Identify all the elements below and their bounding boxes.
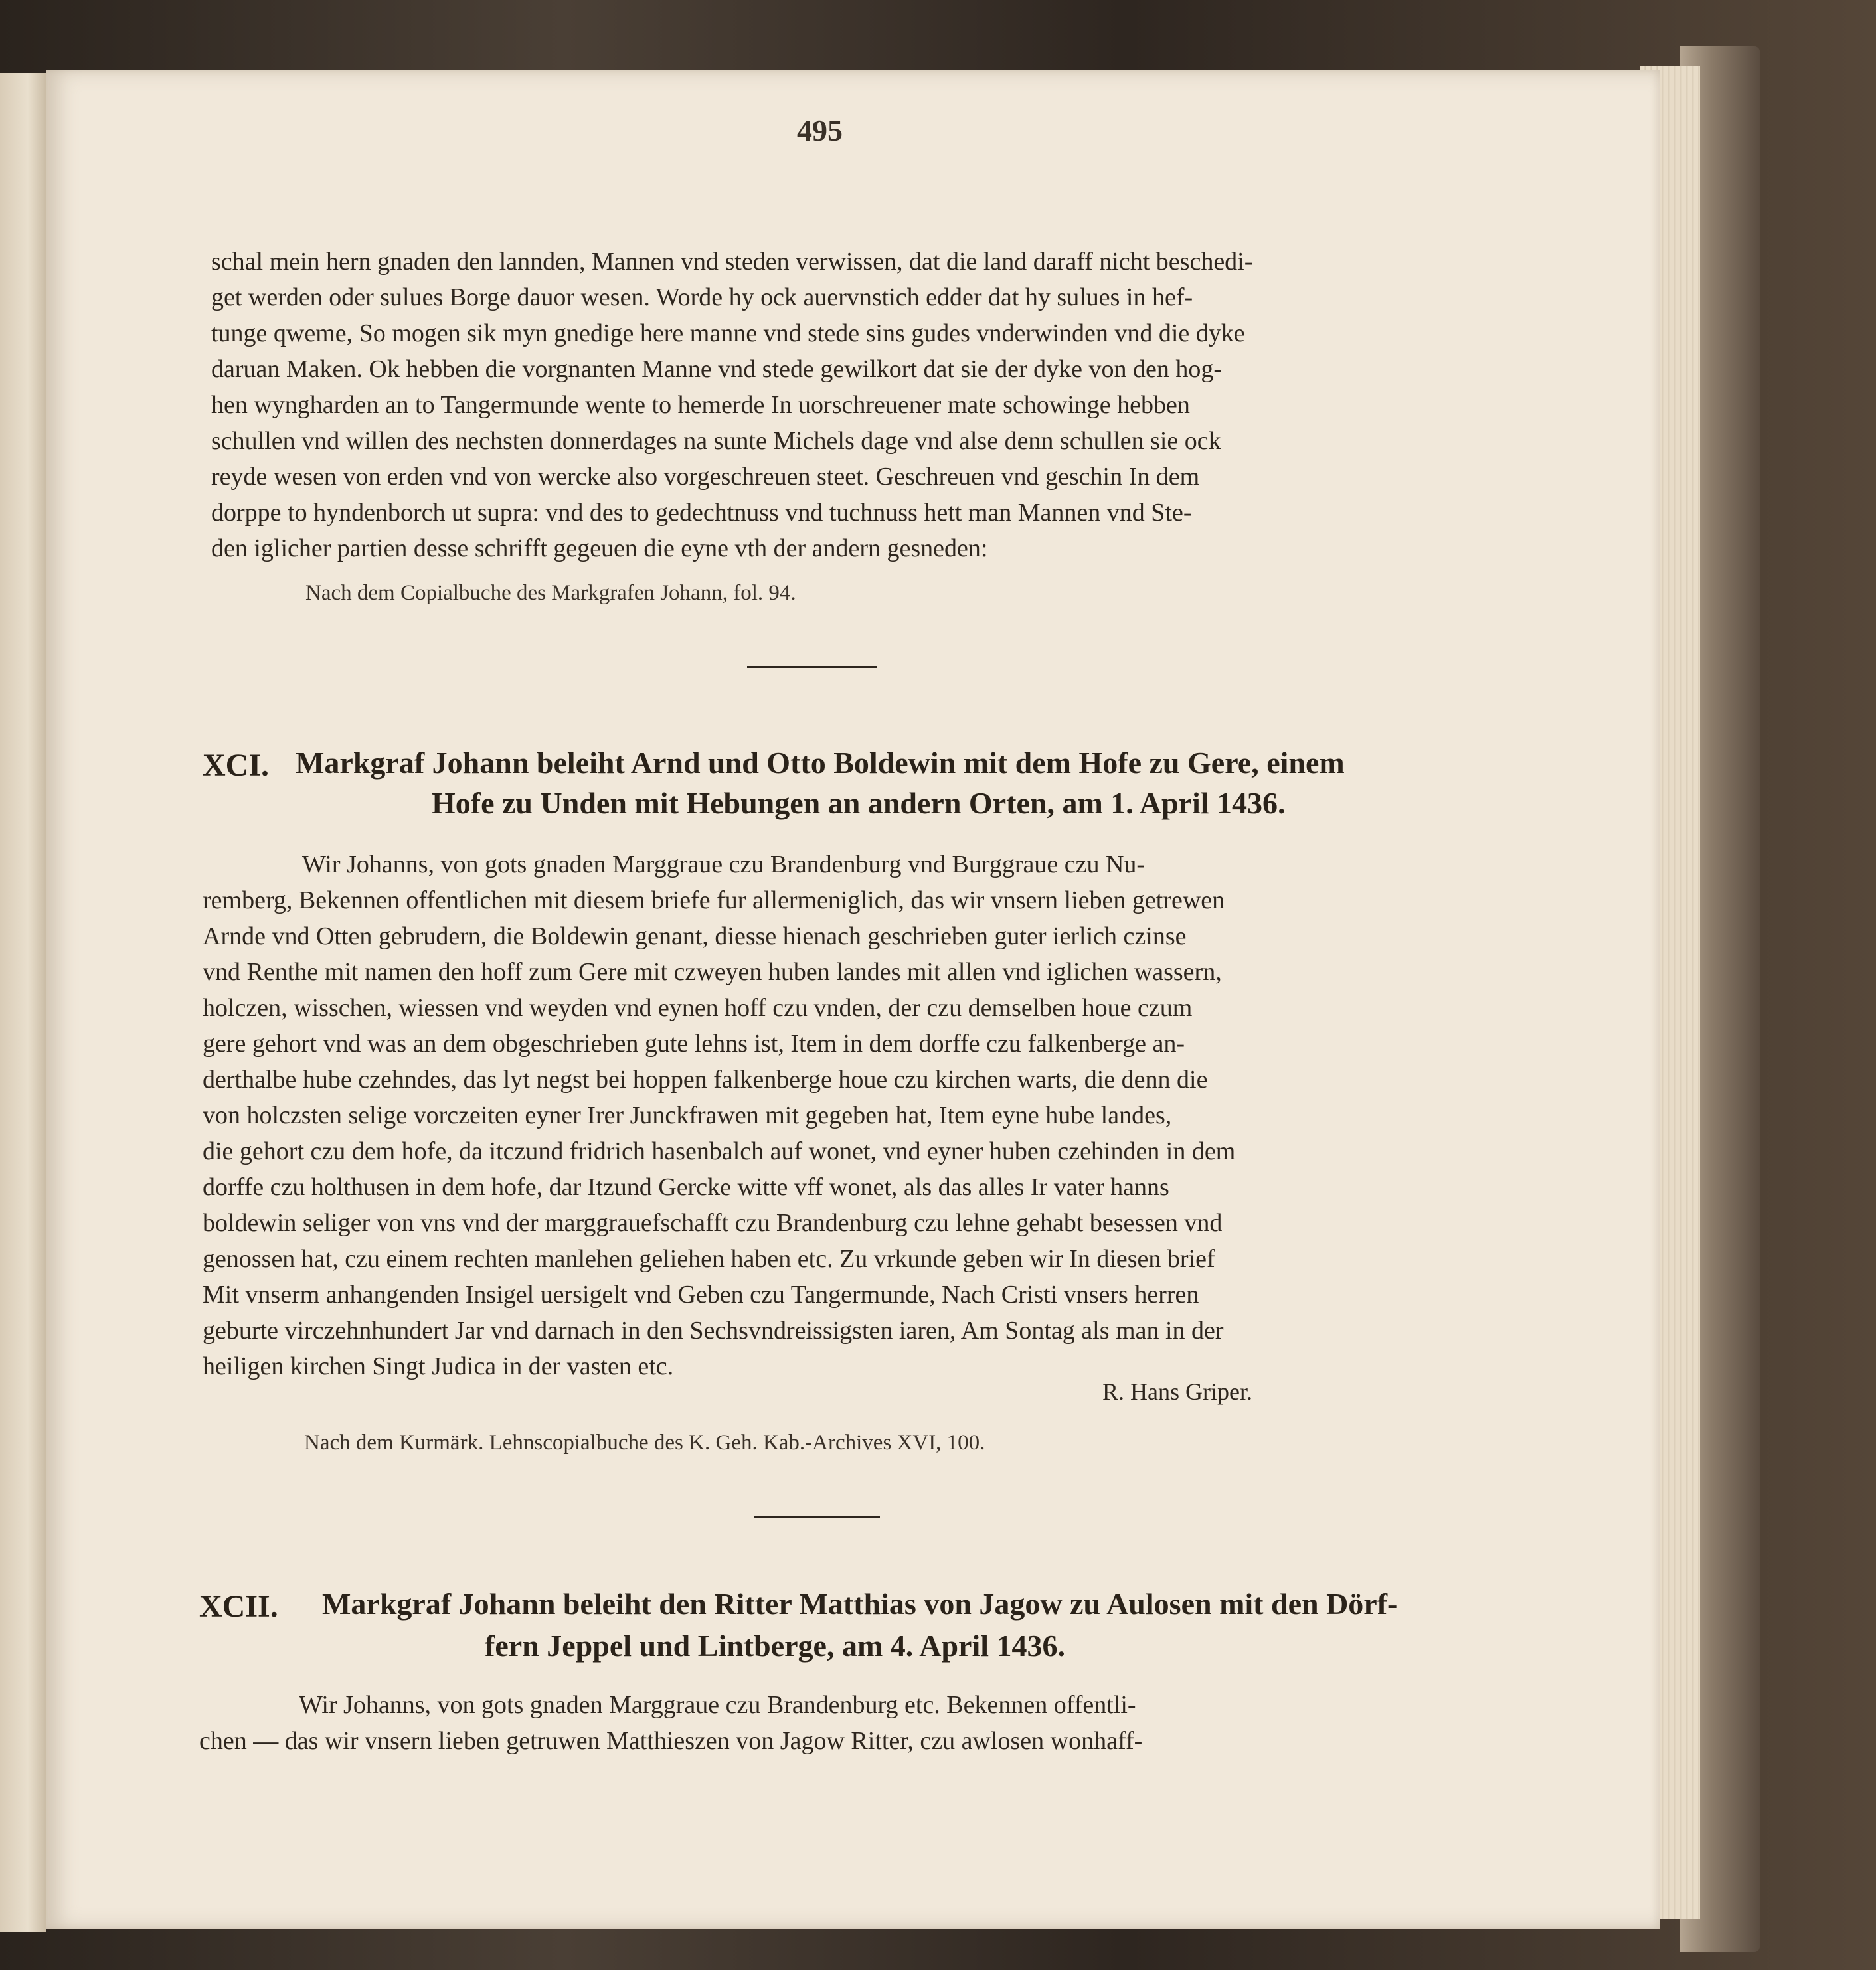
body-line: chen — das wir vnsern lieben getruwen Matthieszen von Jagow Ritter, czu awlosen wonhaff- xyxy=(199,1727,1143,1755)
section-divider xyxy=(747,666,877,668)
section-divider xyxy=(754,1516,880,1518)
body-line: derthalbe hube czehndes, das lyt negst bei hoppen falkenberge houe czu kirchen warts, die denn die xyxy=(203,1066,1208,1094)
body-line: Arnde vnd Otten gebrudern, die Boldewin genant, diesse hienach geschrieben guter ierlich czinse xyxy=(203,922,1187,950)
body-line: get werden oder sulues Borge dauor wesen. Worde hy ock auervnstich edder dat hy sulues in hef- xyxy=(211,284,1193,311)
section-numeral: XCII. xyxy=(199,1589,278,1624)
body-line: dorppe to hyndenborch ut supra: vnd des to gedechtnuss vnd tuchnuss hett man Mannen vnd Ste- xyxy=(211,499,1192,527)
section-heading: fern Jeppel und Lintberge, am 4. April 1436. xyxy=(485,1629,1066,1663)
body-line: Mit vnserm anhangenden Insigel uersigelt vnd Geben czu Tangermunde, Nach Cristi vnsers herren xyxy=(203,1281,1199,1309)
source-note: Nach dem Copialbuche des Markgrafen Johann, fol. 94. xyxy=(305,581,796,605)
body-line: Wir Johanns, von gots gnaden Marggraue czu Brandenburg vnd Burggraue czu Nu- xyxy=(302,851,1146,878)
section-heading: Markgraf Johann beleiht den Ritter Matthias von Jagow zu Aulosen mit den Dörf- xyxy=(322,1587,1398,1621)
body-line: heiligen kirchen Singt Judica in der vasten etc. xyxy=(203,1353,674,1380)
body-line: gere gehort vnd was an dem obgeschrieben gute lehns ist, Item in dem dorffe czu falkenberge an- xyxy=(203,1030,1185,1058)
source-note: Nach dem Kurmärk. Lehnscopialbuche des K. Geh. Kab.-Archives XVI, 100. xyxy=(304,1431,985,1455)
body-line: die gehort czu dem hofe, da itczund fridrich hasenbalch auf wonet, vnd eyner huben czehinden in dem xyxy=(203,1137,1236,1165)
body-line: tunge qweme, So mogen sik myn gnedige here manne vnd stede sins gudes vnderwinden vnd die dyke xyxy=(211,319,1245,347)
body-line: hen wyngharden an to Tangermunde wente to hemerde In uorschreuener mate schowinge hebben xyxy=(211,391,1190,419)
body-line: reyde wesen von erden vnd von wercke also vorgeschreuen steet. Geschreuen vnd geschin In dem xyxy=(211,463,1200,491)
body-line: holczen, wisschen, wiessen vnd weyden vnd eynen hoff czu vnden, der czu demselben houe czum xyxy=(203,994,1193,1022)
left-page-edge xyxy=(0,73,46,1932)
body-line: remberg, Bekennen offentlichen mit diesem briefe fur allermeniglich, das wir vnsern lieben getrewen xyxy=(203,886,1225,914)
body-line: vnd Renthe mit namen den hoff zum Gere mit czweyen huben landes mit allen vnd iglichen wassern, xyxy=(203,958,1222,986)
section-numeral: XCI. xyxy=(203,748,270,783)
body-line: schal mein hern gnaden den lannden, Mannen vnd steden verwissen, dat die land daraff nicht beschedi- xyxy=(211,248,1253,276)
body-line: von holczsten selige vorczeiten eyner Irer Junckfrawen mit gegeben hat, Item eyne hube landes, xyxy=(203,1102,1172,1129)
body-line: dorffe czu holthusen in dem hofe, dar Itzund Gercke witte vff wonet, als das alles Ir vater hanns xyxy=(203,1173,1169,1201)
body-line: Wir Johanns, von gots gnaden Marggraue czu Brandenburg etc. Bekennen offentli- xyxy=(299,1691,1136,1719)
body-line: daruan Maken. Ok hebben die vorgnanten Manne vnd stede gewilkort dat sie der dyke von den hog- xyxy=(211,355,1223,383)
body-line: geburte virczehnhundert Jar vnd darnach in den Sechsvndreissigsten iaren, Am Sontag als man in der xyxy=(203,1317,1224,1345)
section-heading: Markgraf Johann beleiht Arnd und Otto Boldewin mit dem Hofe zu Gere, einem xyxy=(296,746,1345,780)
section-heading: Hofe zu Unden mit Hebungen an andern Orten, am 1. April 1436. xyxy=(432,786,1286,820)
body-line: boldewin seliger von vns vnd der marggrauefschafft czu Brandenburg czu lehne gehabt besessen vnd xyxy=(203,1209,1223,1237)
page-number: 495 xyxy=(797,114,843,147)
body-line: den iglicher partien desse schrifft gegeuen die eyne vth der andern gesneden: xyxy=(211,534,988,562)
body-line: genossen hat, czu einem rechten manlehen geliehen haben etc. Zu vrkunde geben wir In diesen brief xyxy=(203,1245,1215,1273)
signature: R. Hans Griper. xyxy=(1102,1378,1252,1405)
body-line: schullen vnd willen des nechsten donnerdages na sunte Michels dage vnd alse denn schullen sie ock xyxy=(211,427,1221,455)
